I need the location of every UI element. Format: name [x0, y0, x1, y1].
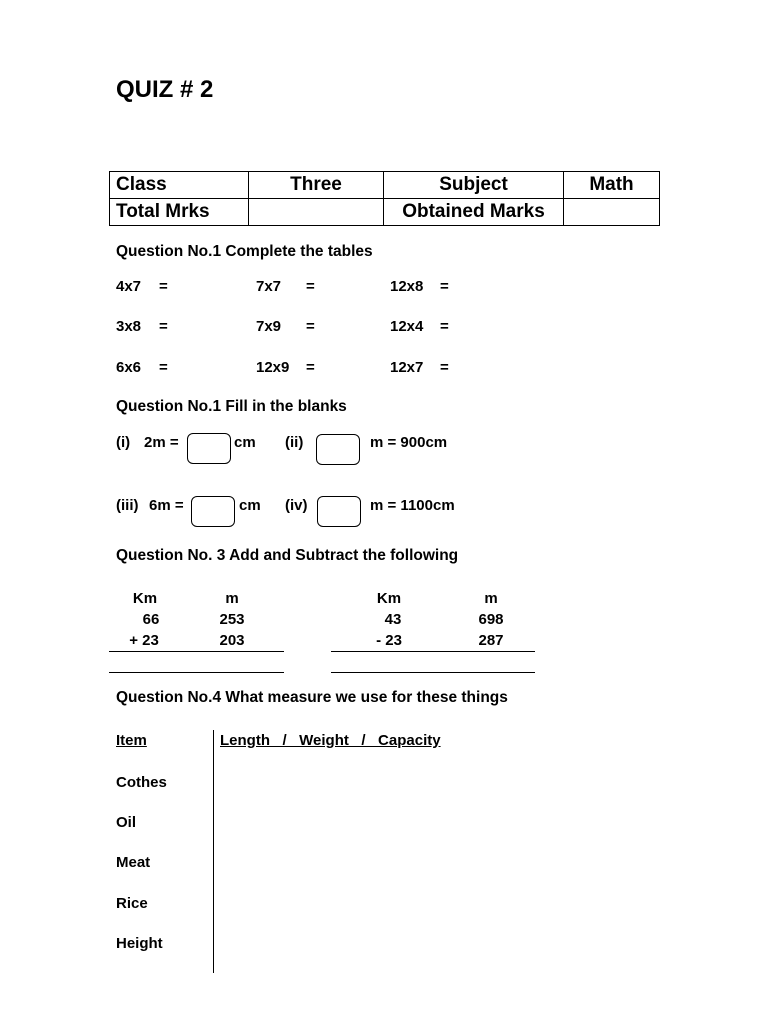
- left-row2-km: + 23: [129, 632, 159, 649]
- q4-heading: Question No.4 What measure we use for these things: [116, 689, 508, 706]
- list-item: Rice: [116, 895, 148, 912]
- q1-heading: Question No.1 Complete the tables: [116, 243, 373, 260]
- item-iv-right: m = 1100cm: [370, 497, 455, 514]
- list-item: Cothes: [116, 774, 167, 791]
- item-label-iv: (iv): [285, 497, 308, 514]
- answer-box-iv[interactable]: [317, 496, 361, 527]
- equals-sign: =: [440, 278, 449, 295]
- equals-sign: =: [440, 318, 449, 335]
- obtained-marks-value: [564, 199, 660, 226]
- left-m-header: m: [225, 590, 239, 607]
- equals-sign: =: [306, 359, 315, 376]
- item-i-right: cm: [234, 434, 256, 451]
- subject-value: Math: [564, 172, 660, 199]
- item-iii-right: cm: [239, 497, 261, 514]
- item-label-ii: (ii): [285, 434, 304, 451]
- equals-sign: =: [159, 359, 168, 376]
- total-marks-label: Total Mrks: [110, 199, 249, 226]
- total-marks-value: [249, 199, 384, 226]
- q1-item: 6x6: [116, 359, 142, 376]
- right-row1-km: 43: [384, 611, 402, 628]
- right-row1-m: 698: [478, 611, 504, 628]
- item-i-left: 2m =: [144, 434, 179, 451]
- equals-sign: =: [306, 278, 315, 295]
- left-row2-m: 203: [219, 632, 245, 649]
- left-answer-line: [109, 672, 284, 673]
- measure-column-header: Length / Weight / Capacity: [220, 732, 441, 749]
- right-row2-m: 287: [478, 632, 504, 649]
- equals-sign: =: [159, 278, 168, 295]
- right-sum-line: [331, 651, 535, 652]
- q1-item: 4x7: [116, 278, 142, 295]
- obtained-marks-label: Obtained Marks: [384, 199, 564, 226]
- q2-heading: Question No.1 Fill in the blanks: [116, 398, 347, 415]
- q1-item: 7x7: [256, 278, 282, 295]
- q1-item: 12x8: [390, 278, 424, 295]
- answer-box-i[interactable]: [187, 433, 231, 464]
- equals-sign: =: [440, 359, 449, 376]
- item-label-iii: (iii): [116, 497, 139, 514]
- q1-item: 12x4: [390, 318, 424, 335]
- right-m-header: m: [484, 590, 498, 607]
- q1-item: 3x8: [116, 318, 142, 335]
- list-item: Oil: [116, 814, 137, 831]
- answer-box-iii[interactable]: [191, 496, 235, 527]
- class-value: Three: [249, 172, 384, 199]
- item-column-header: Item: [116, 732, 147, 749]
- item-label-i: (i): [116, 434, 131, 451]
- left-row1-km: 66: [142, 611, 160, 628]
- equals-sign: =: [306, 318, 315, 335]
- list-item: Height: [116, 935, 163, 952]
- item-ii-right: m = 900cm: [370, 434, 448, 451]
- right-answer-line: [331, 672, 535, 673]
- q1-item: 7x9: [256, 318, 282, 335]
- q1-item: 12x7: [390, 359, 424, 376]
- right-km-header: Km: [376, 590, 402, 607]
- left-sum-line: [109, 651, 284, 652]
- quiz-title: QUIZ # 2: [116, 76, 214, 103]
- q3-heading: Question No. 3 Add and Subtract the following: [116, 547, 459, 564]
- subject-label: Subject: [384, 172, 564, 199]
- table-row: [110, 199, 660, 226]
- right-row2-km: - 23: [376, 632, 402, 649]
- list-item: Meat: [116, 854, 151, 871]
- info-table: [109, 171, 660, 226]
- column-divider: [213, 730, 214, 973]
- left-row1-m: 253: [219, 611, 245, 628]
- table-row: [110, 172, 660, 199]
- answer-box-ii[interactable]: [316, 434, 360, 465]
- equals-sign: =: [159, 318, 168, 335]
- left-km-header: Km: [132, 590, 158, 607]
- q1-item: 12x9: [256, 359, 290, 376]
- item-iii-left: 6m =: [149, 497, 184, 514]
- class-label: Class: [110, 172, 249, 199]
